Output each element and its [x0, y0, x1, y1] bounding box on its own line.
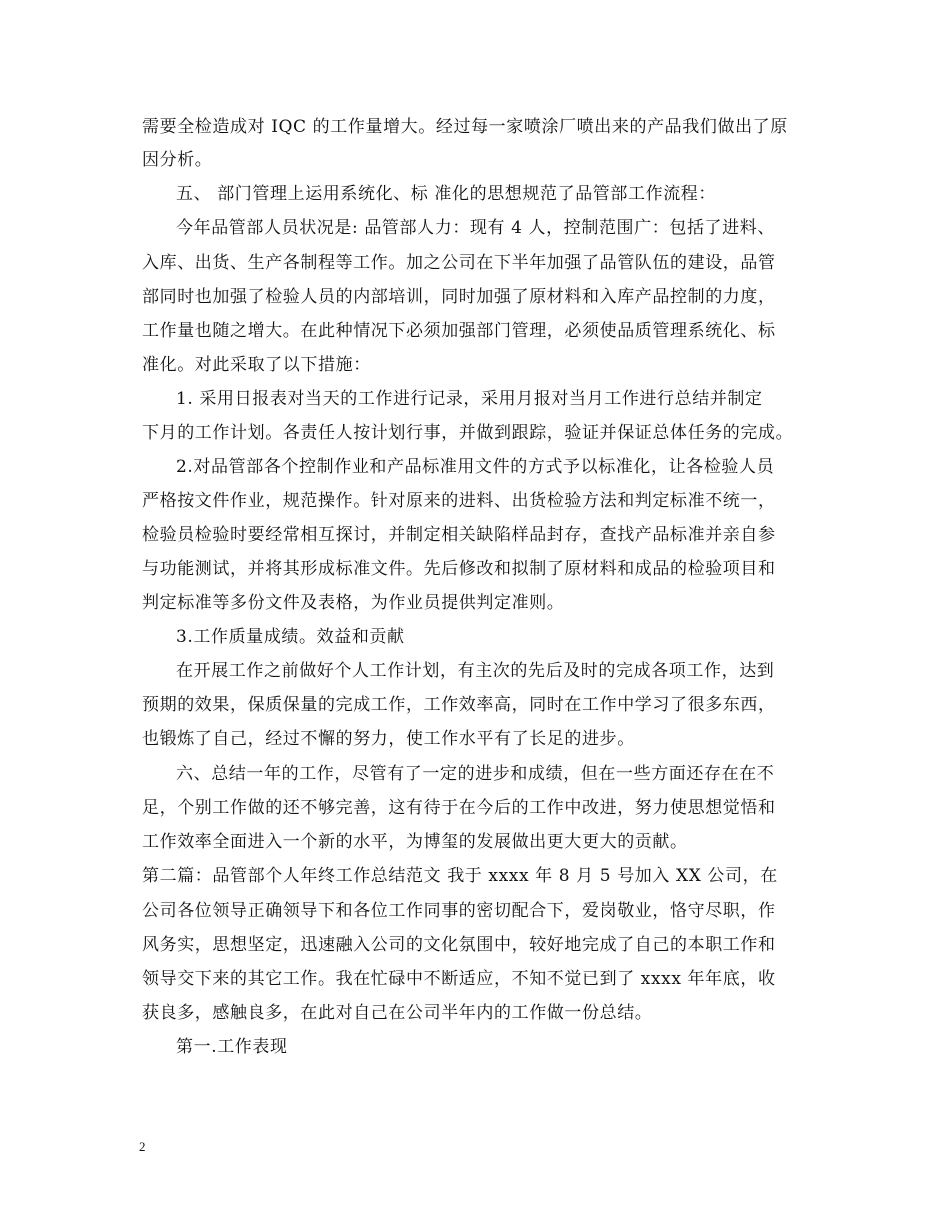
section-heading: 五、 部门管理上运用系统化、标 准化的思想规范了品管部工作流程：: [176, 184, 717, 204]
text-line: 风务实，思想坚定，迅速融入公司的文化氛围中，较好地完成了自己的本职工作和: [142, 935, 776, 955]
text-line: 下月的工作计划。各责任人按计划行事，并做到跟踪，验证并保证总体任务的完成。: [142, 423, 794, 443]
page-number: 2: [139, 1139, 146, 1154]
text-line: 在开展工作之前做好个人工作计划，有主次的先后及时的完成各项工作，达到: [176, 661, 775, 681]
chapter-heading: 第二篇：品管部个人年终工作总结范文 我于 xxxx 年 8 月 5 号加入 XX 公司，在: [142, 866, 778, 886]
text-line: 预期的效果，保质保量的完成工作，工作效率高，同时在工作中学习了很多东西，: [142, 695, 776, 715]
section-heading: 第一.工作表现: [176, 1037, 288, 1057]
text-line: 也锻炼了自己，经过不懈的努力，使工作水平有了长足的进步。: [142, 729, 635, 749]
section-heading: 六、总结一年的工作，尽管有了一定的进步和成绩，但在一些方面还存在在不: [176, 764, 775, 784]
list-item: 1. 采用日报表对当天的工作进行记录，采用月报对当月工作进行总结并制定: [176, 389, 763, 409]
text-line: 足，个别工作做的还不够完善，这有待于在今后的工作中改进，努力使思想觉悟和: [142, 798, 776, 818]
text-line: 严格按文件作业，规范操作。针对原来的进料、出货检验方法和判定标准不统一，: [142, 491, 776, 511]
text-line: 判定标准等多份文件及表格，为作业员提供判定准则。: [142, 593, 565, 613]
text-line: 准化。对此采取了以下措施：: [142, 355, 371, 375]
text-line: 工作效率全面进入一个新的水平，为博玺的发展做出更大更大的贡献。: [142, 832, 688, 852]
text-line: 获良多，感触良多，在此对自己在公司半年内的工作做一份总结。: [142, 1003, 653, 1023]
text-line: 因分析。: [142, 150, 213, 170]
text-line: 入库、出货、生产各制程等工作。加之公司在下半年加强了品管队伍的建设，品管: [142, 253, 776, 273]
text-line: 公司各位领导正确领导下和各位工作同事的密切配合下，爱岗敬业，恪守尽职，作: [142, 901, 776, 921]
text-line: 今年品管部人员状况是: 品管部人力：现有 4 人，控制范围广：包括了进料、: [176, 218, 775, 238]
list-item: 2.对品管部各个控制作业和产品标准用文件的方式予以标准化，让各检验人员: [176, 457, 775, 477]
text-line: 需要全检造成对 IQC 的工作量增大。经过每一家喷涂厂喷出来的产品我们做出了原: [142, 117, 788, 137]
text-line: 检验员检验时要经常相互探讨，并制定相关缺陷样品封存，查找产品标准并亲自参: [142, 525, 776, 545]
text-line: 工作量也随之增大。在此种情况下必须加强部门管理，必须使品质管理系统化、标: [142, 321, 776, 341]
text-line: 部同时也加强了检验人员的内部培训，同时加强了原材料和入库产品控制的力度，: [142, 287, 776, 307]
text-line: 与功能测试，并将其形成标准文件。先后修改和拟制了原材料和成品的检验项目和: [142, 559, 776, 579]
text-line: 领导交下来的其它工作。我在忙碌中不断适应，不知不觉已到了 xxxx 年年底，收: [142, 969, 776, 989]
list-item: 3.工作质量成绩。效益和贡献: [176, 627, 405, 647]
